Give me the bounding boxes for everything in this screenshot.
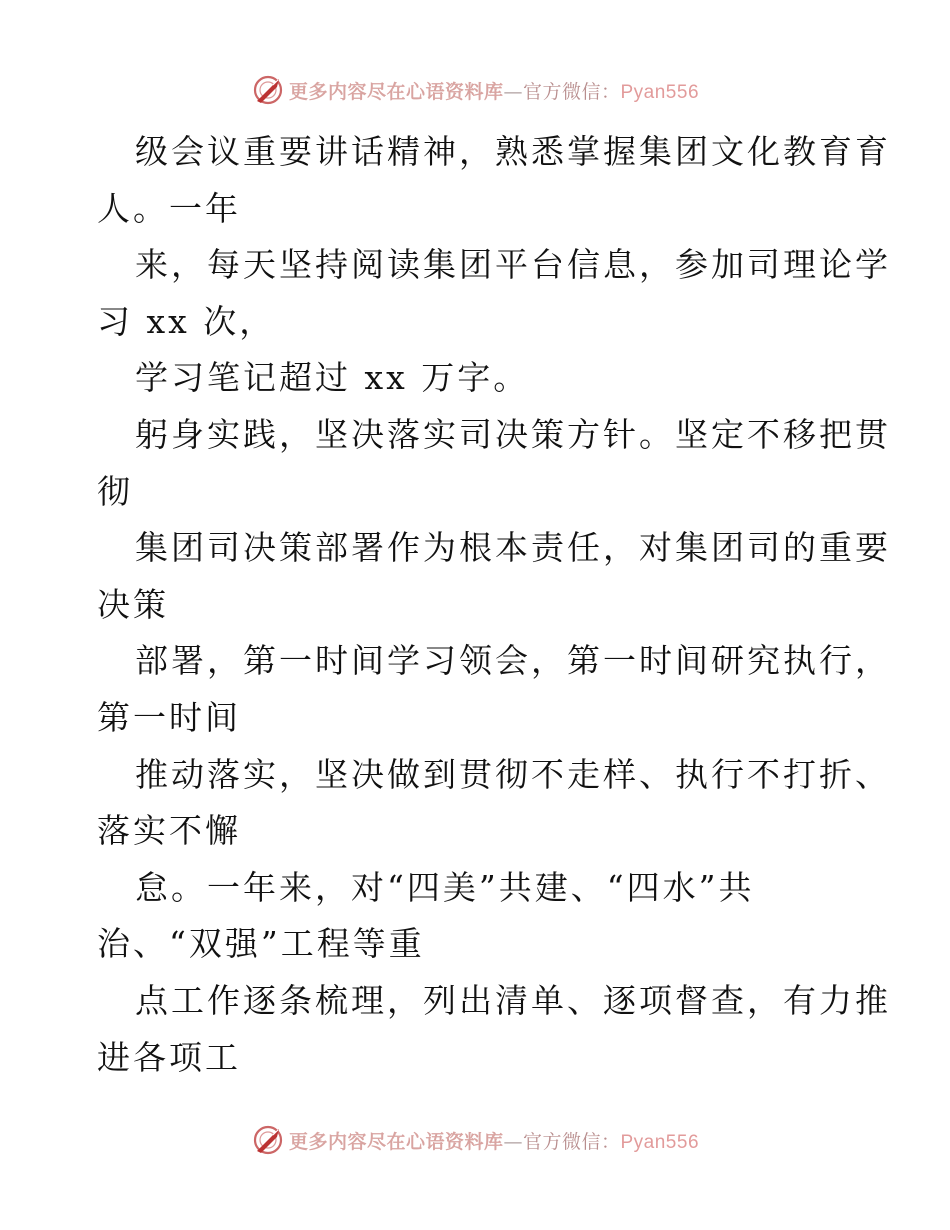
- watermark-sub: 官方微信：: [522, 1130, 621, 1153]
- text-line: 集团司决策部署作为根本责任，对集团司的重要: [135, 528, 891, 568]
- watermark-main: 更多内容尽在心语资料库: [288, 1130, 504, 1153]
- watermark-separator: —: [503, 1130, 523, 1153]
- text-line: 彻: [97, 471, 133, 511]
- text-line: 级会议重要讲话精神，熟悉掌握集团文化教育育: [135, 132, 891, 171]
- watermark-id: Pyan556: [620, 1131, 700, 1153]
- pen-logo-icon: [251, 73, 285, 107]
- text-line: 推动落实，坚决做到贯彻不走样、执行不打折、: [135, 754, 891, 794]
- watermark-id: Pyan556: [620, 81, 700, 103]
- text-line: 人。一年: [97, 188, 241, 228]
- text-line: 怠。一年来，对“四美”共建、“四水”共: [135, 867, 755, 907]
- text-line: 来，每天坚持阅读集团平台信息，参加司理论学: [135, 245, 891, 285]
- text-line: 进各项工: [97, 1037, 241, 1077]
- pen-logo-icon: [251, 1123, 285, 1157]
- watermark-separator: —: [503, 80, 523, 103]
- document-body: [97, 124, 891, 1086]
- watermark-sub: 官方微信：: [522, 80, 621, 103]
- text-line: 部署，第一时间学习领会，第一时间研究执行，: [135, 641, 891, 681]
- watermark-main: 更多内容尽在心语资料库: [288, 80, 504, 103]
- text-line: 学习笔记超过 xx 万字。: [135, 358, 530, 398]
- text-line: 躬身实践，坚决落实司决策方针。坚定不移把贯: [135, 414, 891, 454]
- text-line: 点工作逐条梳理，列出清单、逐项督查，有力推: [135, 980, 891, 1020]
- text-line: 治、“双强”工程等重: [97, 924, 425, 964]
- text-line: 第一时间: [97, 697, 241, 737]
- watermark-text: [289, 1127, 699, 1154]
- footer-watermark: [0, 1120, 950, 1160]
- header-watermark: [0, 70, 950, 110]
- text-line: 习 xx 次，: [97, 301, 276, 341]
- watermark-text: [289, 77, 699, 104]
- text-line: 落实不懈: [97, 811, 241, 851]
- text-line: 决策: [97, 584, 169, 624]
